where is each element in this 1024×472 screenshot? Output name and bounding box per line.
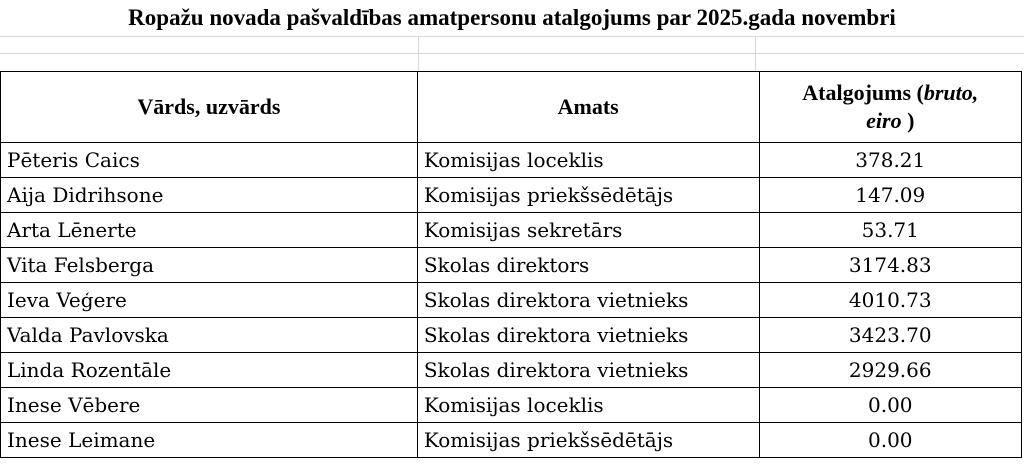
cell-amount[interactable]: 3423.70 [759, 318, 1021, 353]
cell-amount[interactable]: 378.21 [759, 143, 1021, 178]
table-row [1, 248, 1022, 283]
cell-role[interactable]: Komisijas priekšsēdētājs [417, 178, 759, 213]
table-row [1, 388, 1022, 423]
cell-name[interactable]: Ieva Veģere [1, 283, 418, 318]
table-row [1, 143, 1022, 178]
header-amount-bruto: bruto, [923, 80, 979, 105]
header-amount-prefix: Atalgojums ( [802, 80, 924, 105]
cell-amount[interactable]: 0.00 [759, 388, 1021, 423]
cell-role[interactable]: Skolas direktora vietnieks [417, 318, 759, 353]
header-amount-suffix: ) [907, 108, 915, 133]
header-role[interactable]: Amats [417, 72, 759, 143]
cell-name[interactable]: Vita Felsberga [1, 248, 418, 283]
cell-amount[interactable]: 147.09 [759, 178, 1021, 213]
grid-line [0, 36, 1024, 37]
cell-name[interactable]: Valda Pavlovska [1, 318, 418, 353]
cell-role[interactable]: Komisijas loceklis [417, 143, 759, 178]
cell-name[interactable]: Aija Didrihsone [1, 178, 418, 213]
cell-name[interactable]: Inese Leimane [1, 423, 418, 458]
table-row [1, 318, 1022, 353]
cell-amount[interactable]: 53.71 [759, 213, 1021, 248]
cell-role[interactable]: Skolas direktora vietnieks [417, 353, 759, 388]
cell-amount[interactable]: 4010.73 [759, 283, 1021, 318]
cell-role[interactable]: Skolas direktora vietnieks [417, 283, 759, 318]
table-body [1, 143, 1022, 458]
cell-amount[interactable]: 3174.83 [759, 248, 1021, 283]
cell-name[interactable]: Inese Vēbere [1, 388, 418, 423]
cell-role[interactable]: Komisijas loceklis [417, 388, 759, 423]
table-row [1, 353, 1022, 388]
table-row [1, 178, 1022, 213]
header-name[interactable]: Vārds, uzvārds [1, 72, 418, 143]
cell-role[interactable]: Komisijas sekretārs [417, 213, 759, 248]
table-row [1, 213, 1022, 248]
cell-name[interactable]: Linda Rozentāle [1, 353, 418, 388]
grid-line [418, 36, 419, 72]
header-amount[interactable] [759, 72, 1021, 143]
salary-table [0, 71, 1022, 458]
grid-line [755, 36, 756, 72]
page-title: Ropažu novada pašvaldības amatpersonu atalgojums par 2025.gada novembri [128, 5, 896, 30]
cell-name[interactable]: Arta Lēnerte [1, 213, 418, 248]
cell-role[interactable]: Komisijas priekšsēdētājs [417, 423, 759, 458]
grid-line [0, 53, 1024, 54]
cell-name[interactable]: Pēteris Caics [1, 143, 418, 178]
table-row [1, 283, 1022, 318]
table-header-row [1, 72, 1022, 143]
cell-role[interactable]: Skolas direktors [417, 248, 759, 283]
cell-amount[interactable]: 0.00 [759, 423, 1021, 458]
cell-amount[interactable]: 2929.66 [759, 353, 1021, 388]
header-amount-eiro: eiro [866, 108, 902, 133]
table-row [1, 423, 1022, 458]
